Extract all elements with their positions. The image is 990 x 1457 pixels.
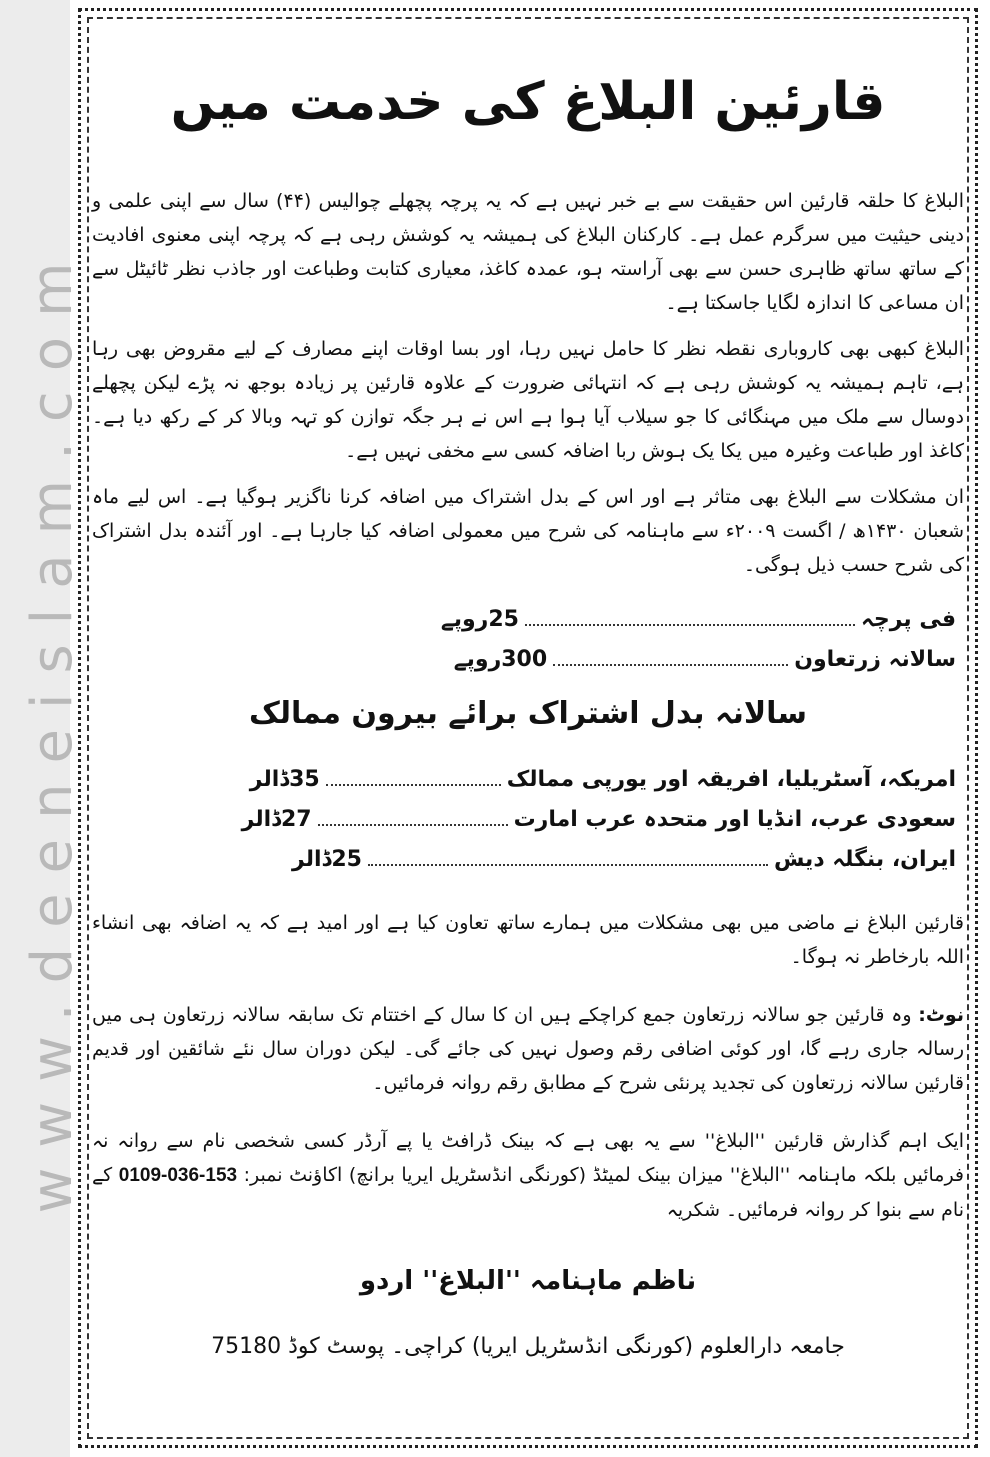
rate-row-foreign bbox=[92, 840, 964, 880]
dot-leader bbox=[553, 664, 788, 666]
rate-row-annual bbox=[92, 640, 964, 680]
paragraph-intro: البلاغ کا حلقہ قارئین اس حقیقت سے بے خبر نہیں ہے کہ یہ پرچہ پچھلے چوالیس (۴۴) سال سے اپنی علمی و دینی حیثیت میں سرگرم عمل ہے۔ کارکنان البلاغ کی ہمیشہ یہ کوشش رہی ہے کہ پرچہ اپنی معنوی افادیت کے ساتھ ساتھ ظاہری حسن سے بھی آراستہ ہو، عمدہ کاغذ، معیاری کتابت وطباعت اور جاذب نظر ٹائیٹل سے ان مساعی کا اندازہ لگایا جاسکتا ہے۔ bbox=[92, 190, 965, 314]
request-paragraph bbox=[92, 1124, 964, 1227]
rate-label: ایران، بنگلہ دیش bbox=[773, 847, 956, 872]
rate-label: سالانہ زرتعاون bbox=[794, 647, 956, 672]
account-number: 0109-036-153 bbox=[118, 1165, 238, 1186]
rate-row-foreign bbox=[92, 800, 964, 840]
rate-row-per-issue bbox=[92, 600, 964, 640]
dot-leader bbox=[368, 864, 768, 866]
request-text-end: کے نام سے بنوا کر روانہ فرمائیں۔ شکریہ bbox=[92, 1164, 964, 1221]
notice-title: قارئین البلاغ کی خدمت میں bbox=[170, 72, 886, 132]
address: جامعہ دارالعلوم (کورنگی انڈسٹریل ایریا) کراچی۔ پوسٹ کوڈ 75180 bbox=[211, 1334, 845, 1359]
note-text: وہ قارئین جو سالانہ زرتعاون جمع کراچکے ہیں ان کا سال کے اختتام تک سابقہ سالانہ زرتعاون ہی میں رسالہ جاری رہے گا، اور کوئی اضافی رقم وصول نہیں کی جائے گی۔ لیکن دوران سال نئے شائقین اور قدیم قارئین سالانہ زرتعاون کی تجدید پرنئی شرح کے مطابق رقم روانہ فرمائیں۔ bbox=[92, 1004, 964, 1094]
rate-value: 300روپے bbox=[453, 647, 548, 672]
paragraph-closing: قارئین البلاغ نے ماضی میں بھی مشکلات میں ہمارے ساتھ تعاون کیا ہے اور امید ہے کہ یہ اضافہ بھی انشاء اللہ بارخاطر نہ ہوگا۔ bbox=[92, 912, 964, 968]
dot-leader bbox=[326, 784, 501, 786]
watermark-text: www.deeneislam.com bbox=[20, 242, 85, 1214]
watermark-strip bbox=[0, 0, 85, 1457]
signature: ناظم ماہنامہ ''البلاغ'' اردو bbox=[359, 1266, 697, 1296]
dot-leader bbox=[525, 624, 855, 626]
foreign-rates-heading: سالانہ بدل اشتراک برائے بیرون ممالک bbox=[249, 696, 807, 731]
rate-label: فی پرچہ bbox=[860, 607, 956, 632]
paragraph-costs: البلاغ کبھی بھی کاروباری نقطہ نظر کا حامل نہیں رہا، اور بسا اوقات اپنے مصارف کے لیے مقروض بھی رہا ہے، تاہم ہمیشہ یہ کوشش رہی ہے کہ انتہائی ضرورت کے علاوہ قارئین پر زیادہ بوجھ نہ پڑے لیکن پچھلے دوسال سے ملک میں مہنگائی کا جو سیلاب آیا ہوا ہے اس نے ہر جگہ توازن کو تہہ وبالا کر کے رکھ دیا ہے۔ کاغذ اور طباعت وغیرہ میں یکا یک ہوش ربا اضافہ کسی سے مخفی نہیں ہے۔ bbox=[92, 338, 964, 462]
request-text: ایک اہم گذارش قارئین ''البلاغ'' سے یہ بھی ہے کہ بینک ڈرافٹ یا پے آرڈر کسی شخصی نام سے روانہ نہ فرمائیں بلکہ ماہنامہ ''البلاغ'' میزان بینک لمیٹڈ (کورنگی انڈسٹریل ایریا برانچ) اکاؤنٹ نمبر: bbox=[92, 1130, 965, 1186]
paragraph-increase: ان مشکلات سے البلاغ بھی متاثر ہے اور اس کے بدل اشتراک میں اضافہ کرنا ناگزیر ہوگیا ہے۔ اس لیے ماہ شعبان ۱۴۳۰ھ / اگست ۲۰۰۹ء سے ماہنامہ کی شرح میں معمولی اضافہ کیا جارہا ہے۔ اور آئندہ بدل اشتراک کی شرح حسب ذیل ہوگی۔ bbox=[92, 486, 964, 576]
rate-value: 27ڈالر bbox=[241, 807, 312, 832]
rate-value: 25ڈالر bbox=[292, 847, 362, 872]
rate-row-foreign bbox=[92, 760, 964, 800]
foreign-rates bbox=[92, 760, 964, 880]
domestic-rates bbox=[92, 600, 964, 680]
rate-value: 35ڈالر bbox=[249, 767, 320, 792]
note-paragraph bbox=[92, 998, 964, 1100]
notice-content bbox=[92, 40, 964, 1420]
rate-label: سعودی عرب، انڈیا اور متحدہ عرب امارت bbox=[513, 807, 956, 832]
rate-value: 25روپے bbox=[440, 607, 519, 632]
rate-label: امریکہ، آسٹریلیا، افریقہ اور یورپی ممالک bbox=[506, 767, 956, 792]
dot-leader bbox=[318, 824, 508, 826]
note-lead: نوٹ: bbox=[918, 1004, 964, 1026]
